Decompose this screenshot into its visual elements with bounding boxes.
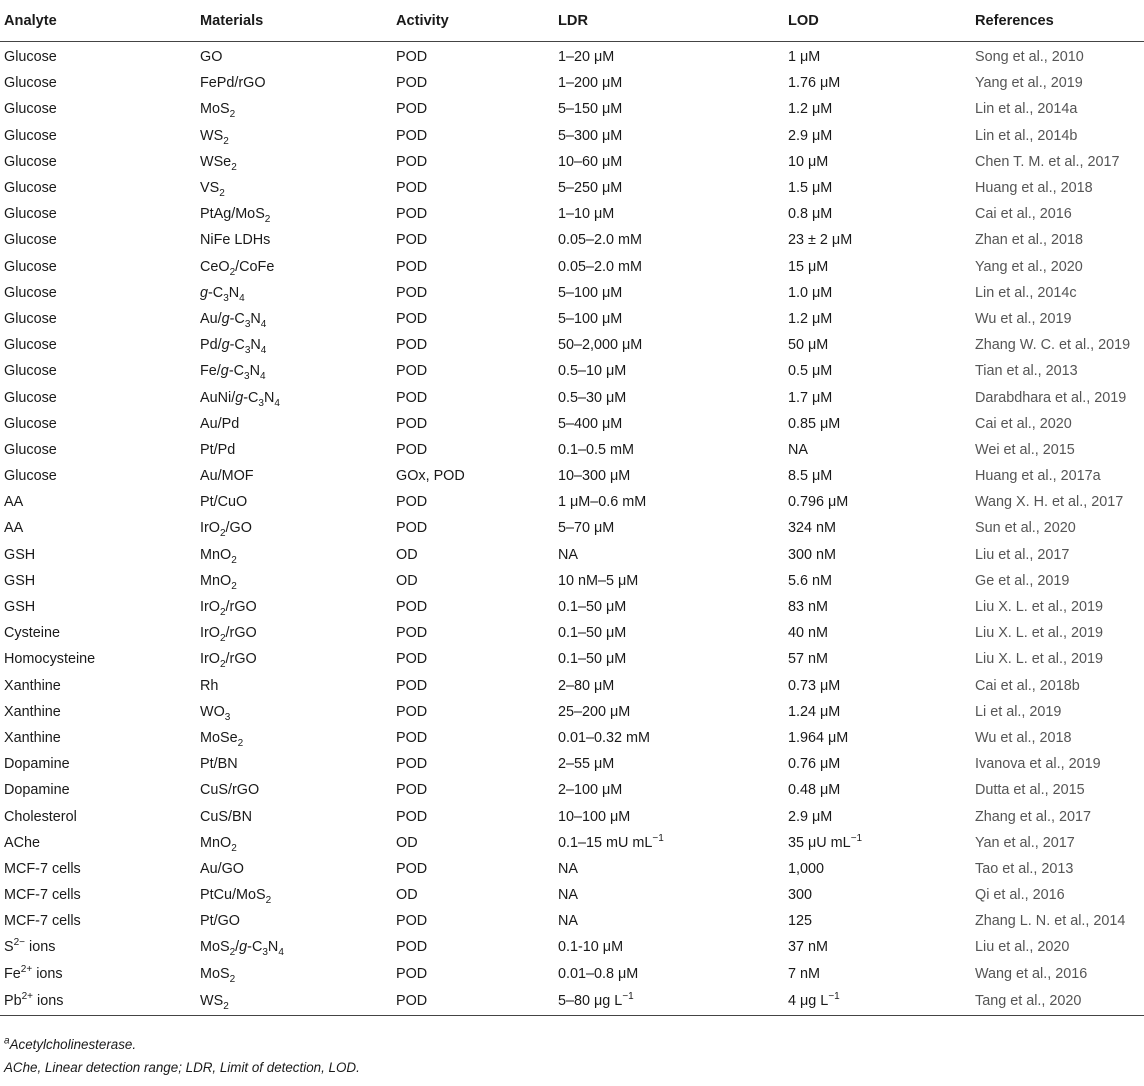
lod-cell: 1,000 [788, 860, 825, 877]
materials-cell: Rh [200, 677, 219, 694]
analyte-cell: Homocysteine [4, 651, 96, 668]
activity-cell: POD [396, 415, 428, 432]
activity-cell: POD [396, 520, 428, 537]
table-row [0, 882, 1144, 908]
analyte-cell: Glucose [4, 441, 57, 458]
reference-cell: Tian et al., 2013 [975, 363, 1078, 380]
activity-cell: POD [396, 860, 428, 877]
materials-cell: GO [200, 49, 223, 66]
materials-cell: PtCu/MoS$_2$ [200, 887, 272, 906]
table-row [0, 463, 1144, 489]
reference-cell: Li et al., 2019 [975, 703, 1062, 720]
reference-cell: Tang et al., 2020 [971, 987, 1144, 1016]
analyte-cell: Glucose [4, 415, 57, 432]
reference-cell: Yang et al., 2020 [975, 258, 1083, 275]
lod-cell: 4 μg $L^{-1}$ [784, 987, 971, 1016]
table-row [0, 42, 1144, 71]
lod-cell: 7 nM [788, 965, 820, 982]
reference-cell: Sun et al., 2020 [975, 520, 1076, 537]
ldr-cell: 2–100 μM [558, 782, 623, 799]
materials-cell: Au/Pd [200, 415, 240, 432]
materials-cell: MnO$_2$ [200, 572, 237, 592]
materials-cell: $MoS_2/g-C_3N_4$ [200, 939, 284, 959]
materials-cell: $g-C_3N_4$ [200, 284, 245, 304]
ldr-cell: 10–300 μM [558, 468, 631, 485]
header-references: References [971, 0, 1144, 42]
reference-cell: Yang et al., 2019 [975, 75, 1083, 92]
reference-cell: Dutta et al., 2015 [975, 782, 1085, 799]
analyte-cell: GSH [4, 546, 36, 563]
reference-cell: Liu et al., 2017 [975, 546, 1070, 563]
activity-cell: POD [396, 939, 428, 956]
analyte-cell: AChe [4, 834, 40, 851]
table-row [0, 384, 1144, 410]
ldr-cell: 0.1–0.5 mM [558, 441, 634, 458]
lod-cell: 8.5 μM [788, 468, 833, 485]
activity-cell: POD [396, 965, 428, 982]
ldr-cell: 25–200 μM [558, 703, 631, 720]
ldr-cell: 5–400 μM [558, 415, 623, 432]
activity-cell: POD [396, 808, 428, 825]
table-row [0, 725, 1144, 751]
table-row [0, 70, 1144, 96]
materials-cell: MoSe$_2$ [200, 729, 244, 749]
lod-cell: 0.73 μM [788, 677, 841, 694]
lod-cell: 40 nM [788, 625, 828, 642]
activity-cell: POD [396, 729, 428, 746]
analyte-cell: Cholesterol [4, 808, 77, 825]
activity-cell: POD [396, 232, 428, 249]
table-row [0, 568, 1144, 594]
reference-cell: Song et al., 2010 [975, 49, 1084, 66]
activity-cell: POD [396, 599, 428, 616]
lod-cell: 0.796 μM [788, 494, 849, 511]
ldr-cell: 5–250 μM [558, 180, 623, 197]
table-row [0, 699, 1144, 725]
activity-cell: POD [396, 180, 428, 197]
lod-cell: 15 μM [788, 258, 829, 275]
analyte-cell: GSH [4, 599, 36, 616]
footnote-abbreviations: AChe, Linear detection range; LDR, Limit of detection, LOD. [4, 1060, 360, 1075]
lod-cell: 5.6 nM [788, 572, 832, 589]
header-row [0, 0, 1144, 42]
ldr-cell: 0.1–15 mU $mL^{-1}$ [558, 832, 664, 851]
materials-cell: CeO$_2$/CoFe [200, 258, 275, 278]
activity-cell: POD [396, 651, 428, 668]
lod-cell: 1.5 μM [788, 180, 833, 197]
ldr-cell: 1–20 μM [558, 49, 615, 66]
table-body [0, 42, 1144, 1016]
lod-cell: 1.0 μM [788, 284, 833, 301]
table-row [0, 646, 1144, 672]
table-row [0, 515, 1144, 541]
reference-cell: Cai et al., 2020 [975, 415, 1072, 432]
analyte-cell: Glucose [4, 232, 57, 249]
lod-cell: 2.9 μM [788, 808, 833, 825]
analyte-cell: Glucose [4, 284, 57, 301]
activity-cell: OD [396, 572, 418, 589]
ldr-cell: NA [558, 913, 578, 930]
table-row [0, 254, 1144, 280]
reference-cell: Wang X. H. et al., 2017 [975, 494, 1124, 511]
reference-cell: Huang et al., 2017a [975, 468, 1101, 485]
analyte-cell: $Pb^{2+}$ ions [0, 987, 196, 1016]
materials-cell: Pt/Pd [200, 441, 236, 458]
analyte-cell: Glucose [4, 310, 57, 327]
analyte-cell: MCF-7 cells [4, 860, 81, 877]
table-row [0, 149, 1144, 175]
activity-cell: POD [392, 987, 554, 1016]
lod-cell: 0.76 μM [788, 756, 841, 773]
ldr-cell: NA [558, 860, 578, 877]
table-row [0, 411, 1144, 437]
table-row [0, 673, 1144, 699]
lod-cell: 1.964 μM [788, 729, 849, 746]
analyte-cell: Glucose [4, 258, 57, 275]
ldr-cell: 0.5–10 μM [558, 363, 627, 380]
lod-cell: 2.9 μM [788, 127, 833, 144]
table-row [0, 280, 1144, 306]
materials-cell: IrO$_2$/rGO [200, 651, 257, 671]
analyte-cell: Glucose [4, 180, 57, 197]
table-row [0, 96, 1144, 122]
materials-cell: IrO$_2$/rGO [200, 625, 257, 645]
table-row [0, 489, 1144, 515]
ldr-cell: NA [558, 887, 578, 904]
reference-cell: Darabdhara et al., 2019 [975, 389, 1127, 406]
reference-cell: Lin et al., 2014c [975, 284, 1077, 301]
reference-cell: Zhang W. C. et al., 2019 [975, 337, 1131, 354]
activity-cell: POD [396, 206, 428, 223]
lod-cell: NA [788, 441, 808, 458]
lod-cell: 0.8 μM [788, 206, 833, 223]
materials-cell: $Au/g-C_3N_4$ [200, 310, 267, 330]
table-row [0, 201, 1144, 227]
materials-cell: MoS$_2$ [200, 965, 236, 985]
analyte-cell: Cysteine [4, 625, 60, 642]
ldr-cell: 5–100 μM [558, 310, 623, 327]
activity-cell: POD [396, 75, 428, 92]
activity-cell: POD [396, 153, 428, 170]
table-row [0, 803, 1144, 829]
activity-cell: POD [396, 441, 428, 458]
materials-cell: WSe$_2$ [200, 153, 237, 173]
analyte-cell: Xanthine [4, 729, 61, 746]
materials-cell: IrO$_2$/GO [200, 520, 252, 540]
ldr-cell: 5–300 μM [558, 127, 623, 144]
activity-cell: POD [396, 677, 428, 694]
lod-cell: 10 μM [788, 153, 829, 170]
ldr-cell: 10–60 μM [558, 153, 623, 170]
ldr-cell: 1 μM–0.6 mM [558, 494, 647, 511]
ldr-cell: 10 nM–5 μM [558, 572, 639, 589]
lod-cell: 1.2 μM [788, 310, 833, 327]
activity-cell: POD [396, 389, 428, 406]
analyte-cell: Glucose [4, 363, 57, 380]
analyte-cell: MCF-7 cells [4, 913, 81, 930]
analyte-cell: GSH [4, 572, 36, 589]
header-analyte: Analyte [0, 0, 196, 42]
activity-cell: POD [396, 782, 428, 799]
analyte-cell: Glucose [4, 468, 57, 485]
activity-cell: POD [396, 127, 428, 144]
reference-cell: Zhan et al., 2018 [975, 232, 1084, 249]
reference-cell: Liu X. L. et al., 2019 [975, 599, 1104, 616]
reference-cell: Zhang L. N. et al., 2014 [975, 913, 1126, 930]
footnote-marker: a [4, 1035, 10, 1047]
activity-cell: POD [396, 913, 428, 930]
ldr-cell: 2–55 μM [558, 756, 615, 773]
reference-cell: Wang et al., 2016 [975, 965, 1088, 982]
ldr-cell: 10–100 μM [558, 808, 631, 825]
lod-cell: 23 ± 2 μM [788, 232, 853, 249]
materials-cell: Pt/CuO [200, 494, 248, 511]
analyte-cell: Dopamine [4, 782, 70, 799]
lod-cell: 37 nM [788, 939, 828, 956]
materials-cell: AuNi/$g-C_3N_4$ [200, 389, 280, 409]
ldr-cell: 0.1–50 μM [558, 651, 627, 668]
header-activity: Activity [392, 0, 554, 42]
materials-cell: $Fe/g-C_3N_4$ [200, 363, 266, 383]
analyte-cell: $Fe^{2+}$ ions [4, 963, 63, 982]
reference-cell: Lin et al., 2014b [975, 127, 1078, 144]
ldr-cell: 0.1–50 μM [558, 599, 627, 616]
reference-cell: Huang et al., 2018 [975, 180, 1093, 197]
lod-cell: 300 [788, 887, 813, 904]
table-header [0, 0, 1144, 42]
analyte-cell: Glucose [4, 127, 57, 144]
lod-cell: 35 μU $mL^{-1}$ [788, 832, 863, 851]
table-row [0, 542, 1144, 568]
activity-cell: POD [396, 625, 428, 642]
ldr-cell: 0.01–0.32 mM [558, 729, 650, 746]
lod-cell: 300 nM [788, 546, 836, 563]
analyte-cell: Glucose [4, 389, 57, 406]
activity-cell: POD [396, 703, 428, 720]
lod-cell: 57 nM [788, 651, 828, 668]
table-row [0, 830, 1144, 856]
materials-cell: CuS/rGO [200, 782, 260, 799]
materials-cell: $WO_3$ [200, 703, 231, 723]
reference-cell: Qi et al., 2016 [975, 887, 1065, 904]
analyte-cell: Glucose [4, 49, 57, 66]
header-ldr: LDR [554, 0, 784, 42]
ldr-cell: 1–200 μM [558, 75, 623, 92]
analyte-cell: Glucose [4, 337, 57, 354]
reference-cell: Cai et al., 2018b [975, 677, 1080, 694]
ldr-cell: 5–70 μM [558, 520, 615, 537]
ldr-cell: 5–100 μM [558, 284, 623, 301]
ldr-cell: NA [558, 546, 578, 563]
table-row [0, 227, 1144, 253]
reference-cell: Liu X. L. et al., 2019 [975, 651, 1104, 668]
activity-cell: POD [396, 258, 428, 275]
activity-cell: POD [396, 101, 428, 118]
lod-cell: 1.76 μM [788, 75, 841, 92]
activity-cell: POD [396, 49, 428, 66]
ldr-cell: 0.1-10 μM [558, 939, 624, 956]
materials-cell: Au/GO [200, 860, 244, 877]
table-row [0, 987, 1144, 1016]
analyte-cell: MCF-7 cells [4, 887, 81, 904]
materials-cell: FePd/rGO [200, 75, 266, 92]
activity-cell: OD [396, 887, 418, 904]
ldr-cell: 5–150 μM [558, 101, 623, 118]
reference-cell: Wei et al., 2015 [975, 441, 1075, 458]
materials-cell: MnO$_2$ [200, 546, 237, 566]
materials-cell: MnO$_2$ [200, 834, 237, 854]
reference-cell: Ge et al., 2019 [975, 572, 1070, 589]
activity-cell: GOx, POD [396, 468, 465, 485]
table-row [0, 751, 1144, 777]
reference-cell: Lin et al., 2014a [975, 101, 1078, 118]
ldr-cell: 0.05–2.0 mM [558, 258, 642, 275]
activity-cell: POD [396, 284, 428, 301]
table-row [0, 358, 1144, 384]
analyte-cell: Glucose [4, 206, 57, 223]
ldr-cell: 0.01–0.8 μM [558, 965, 639, 982]
materials-cell: Au/MOF [200, 468, 254, 485]
ldr-cell: 2–80 μM [558, 677, 615, 694]
ldr-cell: 0.05–2.0 mM [558, 232, 642, 249]
lod-cell: 0.5 μM [788, 363, 833, 380]
table-row [0, 620, 1144, 646]
materials-cell: PtAg/MoS$_2$ [200, 206, 271, 226]
activity-cell: OD [396, 546, 418, 563]
reference-cell: Liu X. L. et al., 2019 [975, 625, 1104, 642]
ldr-cell: 50–2,000 μM [558, 337, 643, 354]
reference-cell: Wu et al., 2018 [975, 729, 1072, 746]
table-row [0, 123, 1144, 149]
lod-cell: 0.85 μM [788, 415, 841, 432]
table-row [0, 961, 1144, 987]
table-row [0, 934, 1144, 960]
header-lod: LOD [784, 0, 971, 42]
reference-cell: Wu et al., 2019 [975, 310, 1072, 327]
lod-cell: 1.24 μM [788, 703, 841, 720]
activity-cell: POD [396, 310, 428, 327]
reference-cell: Tao et al., 2013 [975, 860, 1074, 877]
table-row [0, 332, 1144, 358]
analyte-cell: Glucose [4, 101, 57, 118]
table-row [0, 856, 1144, 882]
analyte-cell: Glucose [4, 75, 57, 92]
analyte-cell: Glucose [4, 153, 57, 170]
activity-cell: POD [396, 337, 428, 354]
table-row [0, 437, 1144, 463]
footnote-acetylcholinesterase [4, 1037, 136, 1052]
materials-cell: $Pd/g-C_3N_4$ [200, 337, 267, 357]
ldr-cell: 5–80 μg $L^{-1}$ [554, 987, 784, 1016]
materials-cell: IrO$_2$/rGO [200, 599, 257, 618]
header-materials: Materials [196, 0, 392, 42]
materials-cell: $VS_2$ [200, 180, 225, 199]
lod-cell: 1.7 μM [788, 389, 833, 406]
analyte-cell: AA [4, 494, 24, 511]
materials-cell: $WS_2$ [200, 127, 229, 147]
footnote-text: Acetylcholinesterase. [9, 1037, 137, 1052]
lod-cell: 1 μM [788, 49, 821, 66]
analyte-cell: AA [4, 520, 24, 537]
table-row [0, 777, 1144, 803]
activity-cell: OD [396, 834, 418, 851]
lod-cell: 50 μM [788, 337, 829, 354]
analyte-cell: $S^{2-}$ ions [4, 937, 56, 956]
ldr-cell: 0.1–50 μM [558, 625, 627, 642]
activity-cell: POD [396, 494, 428, 511]
reference-cell: Zhang et al., 2017 [975, 808, 1092, 825]
materials-cell: Pt/GO [200, 913, 240, 930]
materials-cell: $WS_2$ [196, 987, 392, 1016]
materials-cell: Pt/BN [200, 756, 238, 773]
activity-cell: POD [396, 363, 428, 380]
lod-cell: 0.48 μM [788, 782, 841, 799]
reference-cell: Cai et al., 2016 [975, 206, 1072, 223]
ldr-cell: 0.5–30 μM [558, 389, 627, 406]
table-row [0, 306, 1144, 332]
analyte-cell: Dopamine [4, 756, 70, 773]
reference-cell: Yan et al., 2017 [975, 834, 1075, 851]
lod-cell: 1.2 μM [788, 101, 833, 118]
activity-cell: POD [396, 756, 428, 773]
lod-cell: 83 nM [788, 599, 828, 616]
materials-cell: MoS$_2$ [200, 101, 236, 121]
materials-cell: NiFe LDHs [200, 232, 271, 249]
table-row [0, 908, 1144, 934]
table-row [0, 594, 1144, 620]
analyte-cell: Xanthine [4, 677, 61, 694]
lod-cell: 125 [788, 913, 813, 930]
lod-cell: 324 nM [788, 520, 836, 537]
ldr-cell: 1–10 μM [558, 206, 615, 223]
reference-cell: Ivanova et al., 2019 [975, 756, 1101, 773]
analyte-cell: Xanthine [4, 703, 61, 720]
reference-cell: Chen T. M. et al., 2017 [975, 153, 1120, 170]
reference-cell: Liu et al., 2020 [975, 939, 1070, 956]
materials-cell: CuS/BN [200, 808, 252, 825]
table-row [0, 175, 1144, 201]
